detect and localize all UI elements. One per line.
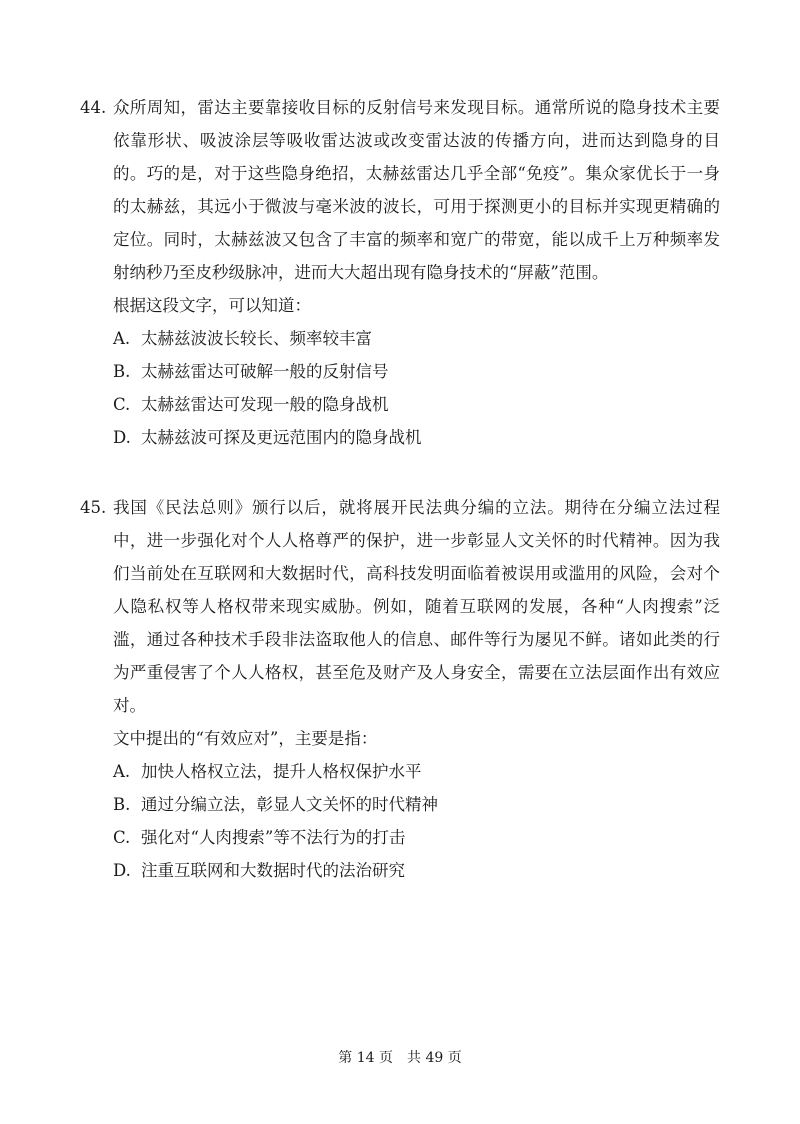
option-b [113, 355, 720, 388]
question-stem: 众所周知，雷达主要靠接收目标的反射信号来发现目标。通常所说的隐身技术主要依靠形状、吸波涂层等吸收雷达波或改变雷达波的传播方向，进而达到隐身的目的。巧的是，对于这些隐身绝招，太赫兹雷达几乎全部“免疫”。集众家优长于一身的太赫兹，其远小于微波与毫米波的波长，可用于探测更小的目标并实现更精确的定位。同时，太赫兹波又包含了丰富的频率和宽广的带宽，能以成千上万种频率发射纳秒乃至皮秒级脉冲，进而大大超出现有隐身技术的“屏蔽”范围。 [113, 98, 720, 282]
option-text: 太赫兹雷达可发现一般的隐身战机 [141, 395, 389, 414]
question-number: 44. [80, 98, 107, 117]
option-c [113, 388, 720, 421]
option-letter: C. [113, 395, 131, 414]
option-letter: B. [113, 362, 131, 381]
question-prompt: 文中提出的“有效应对”，主要是指： [113, 729, 378, 748]
option-letter: D. [113, 861, 131, 880]
option-d [113, 421, 720, 454]
option-letter: A. [113, 329, 131, 348]
option-letter: D. [113, 428, 131, 447]
option-letter: C. [113, 828, 131, 847]
option-text: 强化对“人肉搜索”等不法行为的打击 [141, 828, 406, 847]
option-text: 通过分编立法，彰显人文关怀的时代精神 [141, 795, 438, 814]
options-list [80, 755, 720, 887]
question-stem-row [80, 91, 720, 289]
page-footer: 第 14 页 共 49 页 [338, 1050, 462, 1066]
question-prompt: 根据这段文字，可以知道： [113, 296, 311, 315]
option-letter: A. [113, 762, 131, 781]
option-b [113, 788, 720, 821]
option-c [113, 821, 720, 854]
option-text: 注重互联网和大数据时代的法治研究 [141, 861, 405, 880]
question-number: 45. [80, 498, 107, 517]
option-text: 太赫兹波可探及更远范围内的隐身战机 [141, 428, 422, 447]
option-d [113, 854, 720, 887]
option-a [113, 755, 720, 788]
options-list [80, 322, 720, 454]
question-stem-row [80, 491, 720, 722]
option-text: 太赫兹雷达可破解一般的反射信号 [141, 362, 389, 381]
option-text: 太赫兹波波长较长、频率较丰富 [141, 329, 372, 348]
option-letter: B. [113, 795, 131, 814]
option-a [113, 322, 720, 355]
question-stem: 我国《民法总则》颁行以后，就将展开民法典分编的立法。期待在分编立法过程中，进一步强化对个人人格尊严的保护，进一步彰显人文关怀的时代精神。因为我们当前处在互联网和大数据时代，高科技发明面临着被误用或滥用的风险，会对个人隐私权等人格权带来现实威胁。例如，随着互联网的发展，各种“人肉搜索”泛滥，通过各种技术手段非法盗取他人的信息、邮件等行为屡见不鲜。诸如此类的行为严重侵害了个人人格权，甚至危及财产及人身安全，需要在立法层面作出有效应对。 [113, 498, 720, 715]
question-45 [80, 491, 720, 887]
question-44 [80, 91, 720, 454]
option-text: 加快人格权立法，提升人格权保护水平 [141, 762, 422, 781]
